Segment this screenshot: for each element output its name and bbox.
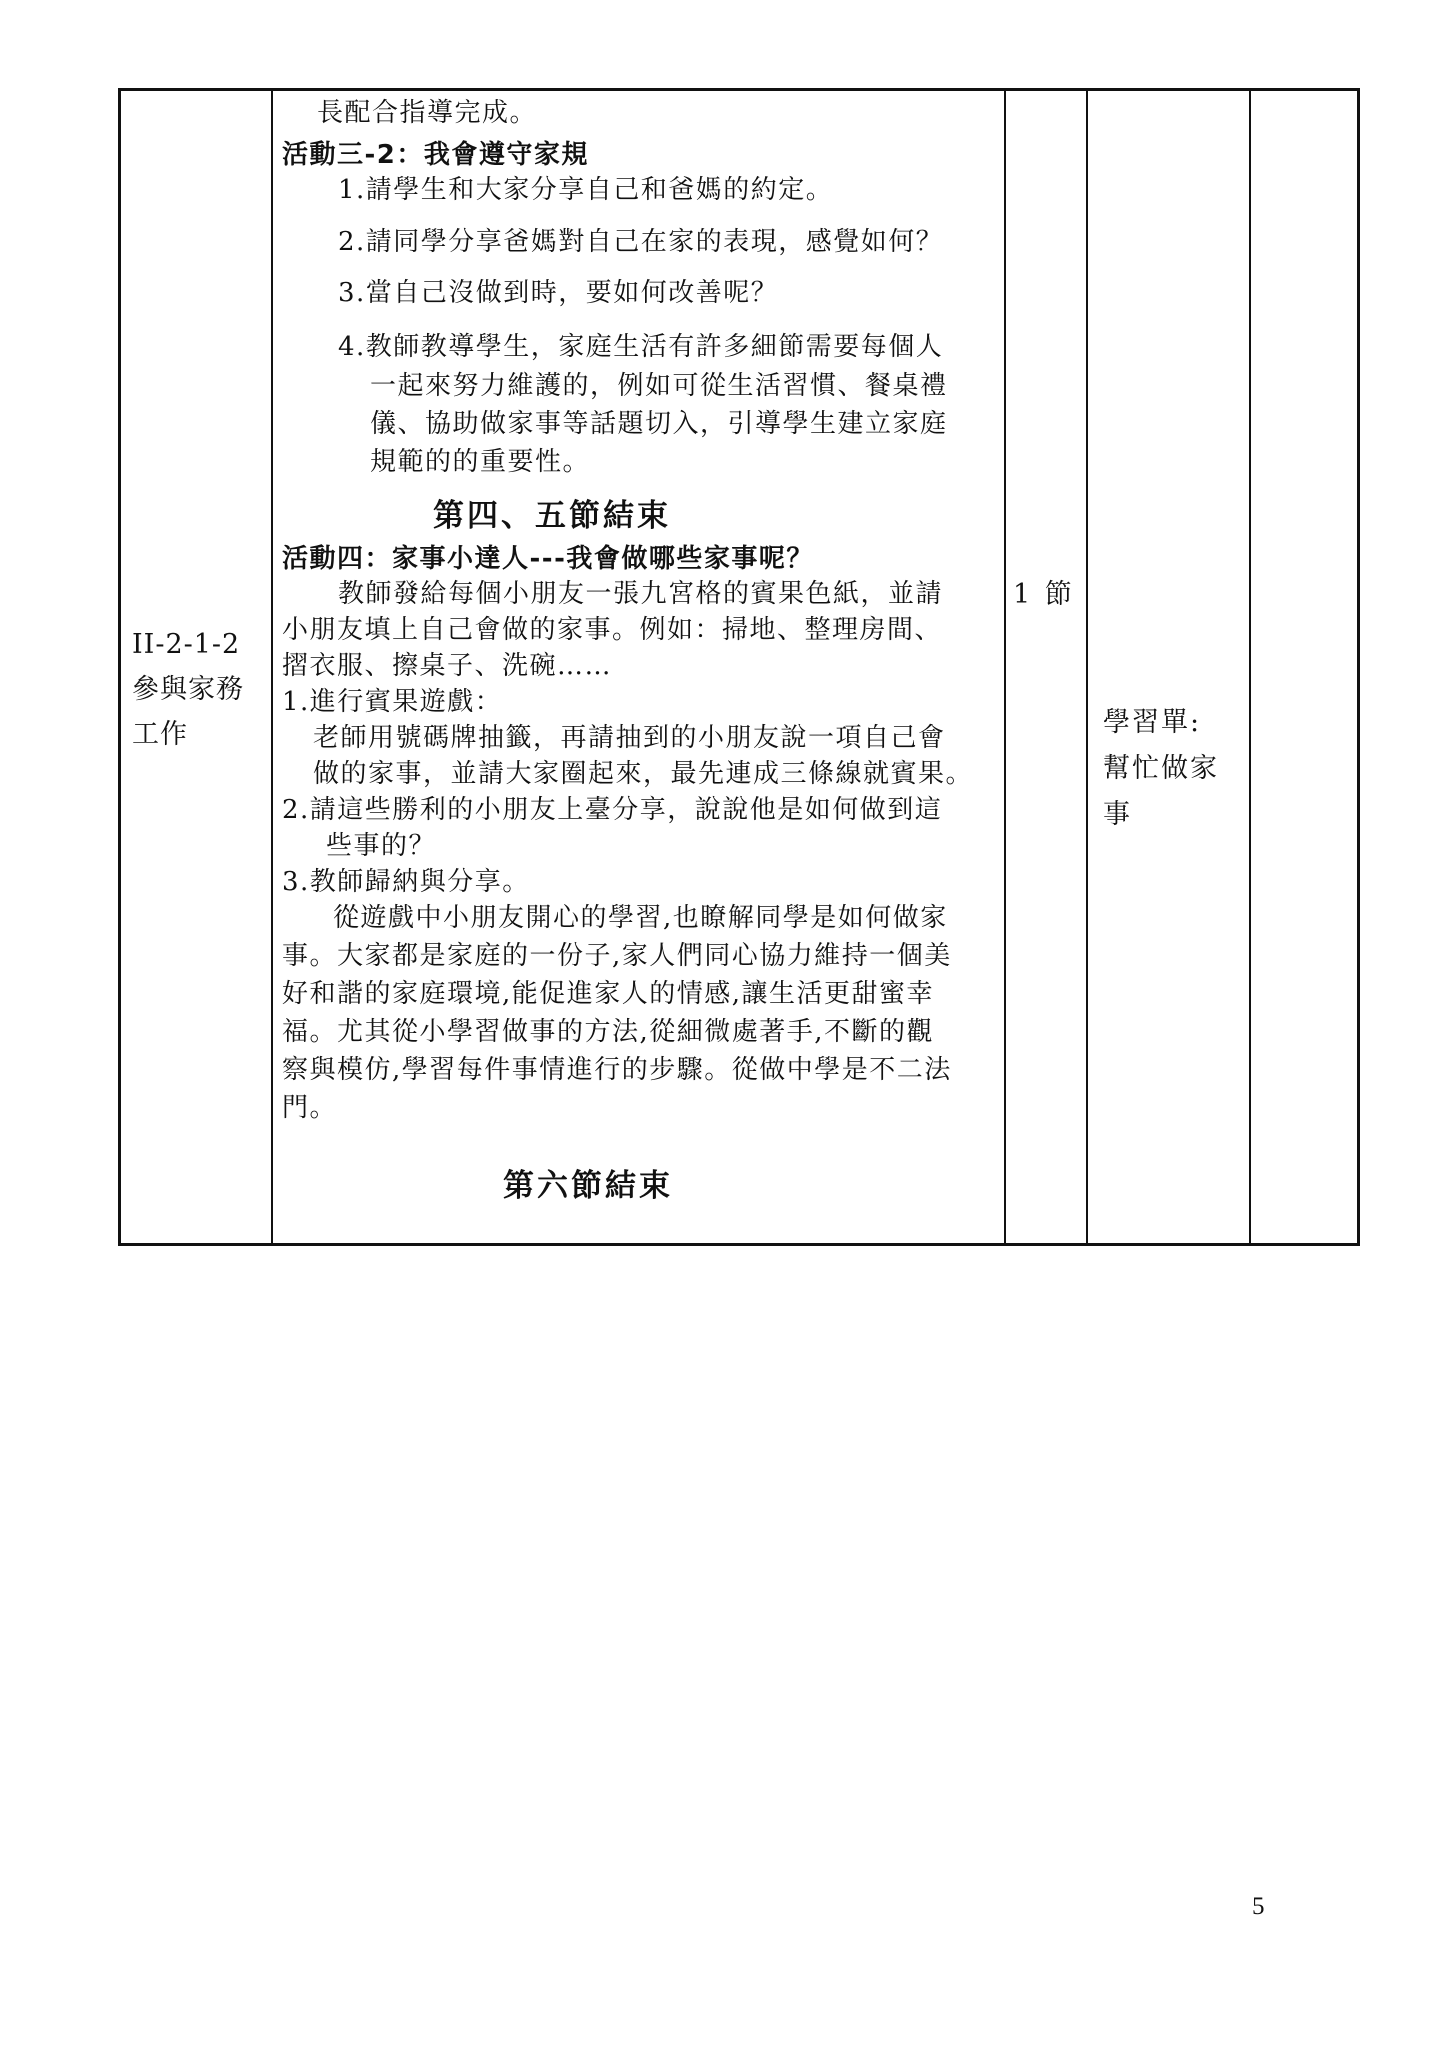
column-divider-1 [271,91,273,1243]
content-line: 儀、協助做家事等話題切入，引導學生建立家庭 [370,409,948,439]
learning-objective-cell [132,622,244,757]
content-line: 事。大家都是家庭的一份子,家人們同心協力維持一個美 [282,941,952,971]
content-line: 2.請同學分享爸媽對自己在家的表現，感覺如何？ [338,227,944,257]
resource-line1: 學習單: [1103,707,1202,738]
content-line: 摺衣服、擦桌子、洗碗…… [282,651,613,681]
objective-text-line2: 工作 [132,719,188,750]
content-line: 察與模仿,學習每件事情進行的步驟。從做中學是不二法 [282,1055,952,1085]
objective-code: II-2-1-2 [132,629,241,660]
content-line: 老師用號碼牌抽籤，再請抽到的小朋友說一項自己會 [313,723,946,753]
resource-line3: 事 [1103,799,1132,830]
content-line: 一起來努力維護的，例如可從生活習慣、餐桌禮 [370,371,948,401]
resource-line2: 幫忙做家 [1103,753,1219,784]
activity-4-title: 活動四：家事小達人---我會做哪些家事呢？ [282,544,814,574]
content-line: 好和諧的家庭環境,能促進家人的情感,讓生活更甜蜜幸 [282,979,935,1009]
content-line: 4.教師教導學生，家庭生活有許多細節需要每個人 [338,332,944,362]
column-divider-3 [1086,91,1088,1243]
section-4-5-end-heading: 第四、五節結束 [433,498,671,534]
content-line: 3.當自己沒做到時，要如何改善呢？ [338,278,779,308]
content-line: 門。 [282,1093,338,1123]
content-line: 2.請這些勝利的小朋友上臺分享，說說他是如何做到這 [282,795,943,825]
content-line: 些事的？ [326,831,437,861]
column-divider-2 [1004,91,1006,1243]
content-line: 從遊戲中小朋友開心的學習,也瞭解同學是如何做家 [333,903,948,933]
content-line: 做的家事，並請大家圈起來，最先連成三條線就賓果。 [313,759,974,789]
content-line: 3.教師歸納與分享。 [282,867,530,897]
activity-3-2-title: 活動三-2：我會遵守家規 [282,140,589,170]
content-line: 長配合指導完成。 [317,98,538,128]
objective-text-line1: 參與家務 [132,674,244,705]
page-number: 5 [1252,1893,1265,1920]
teaching-resources-cell [1103,700,1219,838]
column-divider-4 [1249,91,1251,1243]
lesson-time-cell: 1 節 [1013,579,1075,610]
content-line: 1.請學生和大家分享自己和爸媽的約定。 [338,175,834,205]
content-line: 規範的的重要性。 [370,447,591,477]
content-line: 小朋友填上自己會做的家事。例如：掃地、整理房間、 [282,615,943,645]
content-line: 1.進行賓果遊戲： [282,687,503,717]
content-line: 教師發給每個小朋友一張九宮格的賓果色紙，並請 [338,579,944,609]
content-line: 福。尤其從小學習做事的方法,從細微處著手,不斷的觀 [282,1017,935,1047]
section-6-end-heading: 第六節結束 [503,1168,673,1204]
